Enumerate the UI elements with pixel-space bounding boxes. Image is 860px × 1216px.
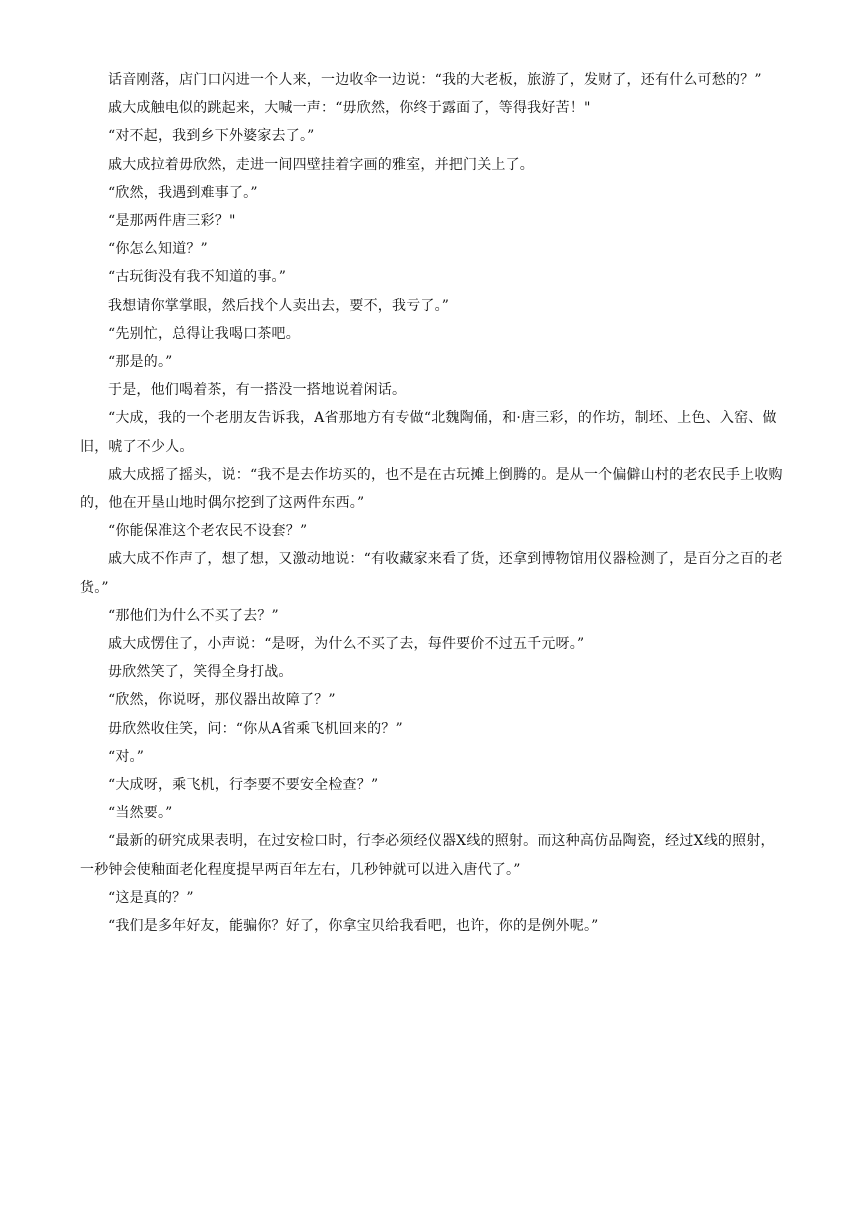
- paragraph-24: “当然要。”: [108, 805, 173, 822]
- paragraph-23: “大成呀，乘飞机，行李要不要安全检查？”: [108, 777, 379, 794]
- paragraph-13: “大成，我的一个老朋友告诉我，A省那地方有专做“北魏陶俑，和·唐三彩，的作坊，制坯、上色、入窑、做旧，唬了不少人。: [80, 410, 777, 455]
- paragraph-8: “古玩街没有我不知道的事。”: [108, 269, 287, 286]
- paragraph-26: “这是真的？”: [108, 889, 194, 906]
- paragraph-6: “是那两件唐三彩？": [108, 213, 236, 230]
- paragraph-1: 话音刚落，店门口闪进一个人来，一边收伞一边说：“我的大老板，旅游了，发财了，还有什么可愁的？”: [108, 72, 762, 88]
- paragraph-16: 戚大成不作声了，想了想，又激动地说：“有收藏家来看了货，还拿到博物馆用仪器检测了，是百分之百的老货。”: [80, 551, 783, 596]
- paragraph-22: “对。”: [108, 748, 145, 765]
- paragraph-15: “你能保准这个老农民不设套？”: [108, 523, 308, 540]
- paragraph-10: “先别忙，总得让我喝口茶吧。: [108, 325, 300, 342]
- paragraph-7: “你怎么知道？”: [108, 241, 208, 258]
- paragraph-3: “对不起，我到乡下外婆家去了。”: [108, 128, 315, 145]
- story-text: [80, 66, 786, 940]
- paragraph-5: “欣然，我遇到难事了。”: [108, 184, 258, 201]
- paragraph-21: 毋欣然收住笑，问：“你从A省乘飞机回来的？”: [108, 720, 403, 737]
- paragraph-12: 于是，他们喝着茶，有一搭没一搭地说着闲话。: [108, 382, 407, 399]
- paragraph-19: 毋欣然笑了，笑得全身打战。: [108, 664, 293, 681]
- paragraph-25: “最新的研究成果表明，在过安检口时，行李必须经仪器X线的照射。而这种高仿品陶瓷，经过X线的照射，一秒钟会使釉面老化程度提早两百年左右，几秒钟就可以进入唐代了。”: [80, 833, 775, 878]
- paragraph-11: “那是的。”: [108, 354, 173, 371]
- paragraph-17: “那他们为什么不买了去？”: [108, 607, 279, 624]
- paragraph-20: “欣然，你说呀，那仪器出故障了？”: [108, 692, 336, 709]
- paragraph-18: 戚大成愣住了，小声说：“是呀，为什么不买了去，每件要价不过五千元呀。”: [108, 636, 585, 653]
- paragraph-4: 戚大成拉着毋欣然，走进一间四壁挂着字画的雅室，并把门关上了。: [108, 156, 534, 173]
- paragraph-2: 戚大成触电似的跳起来，大喊一声：“毋欣然，你终于露面了，等得我好苦！": [108, 100, 591, 117]
- paragraph-14: 戚大成摇了摇头，说：“我不是去作坊买的，也不是在古玩摊上倒腾的。是从一个偏僻山村的老农民手上收购的，他在开垦山地时偶尔挖到了这两件东西。”: [80, 466, 783, 512]
- paragraph-27: “我们是多年好友，能骗你？好了，你拿宝贝给我看吧，也许，你的是例外呢。”: [108, 918, 599, 935]
- paragraph-9: 我想请你掌掌眼，然后找个人卖出去，要不，我亏了。”: [108, 297, 450, 314]
